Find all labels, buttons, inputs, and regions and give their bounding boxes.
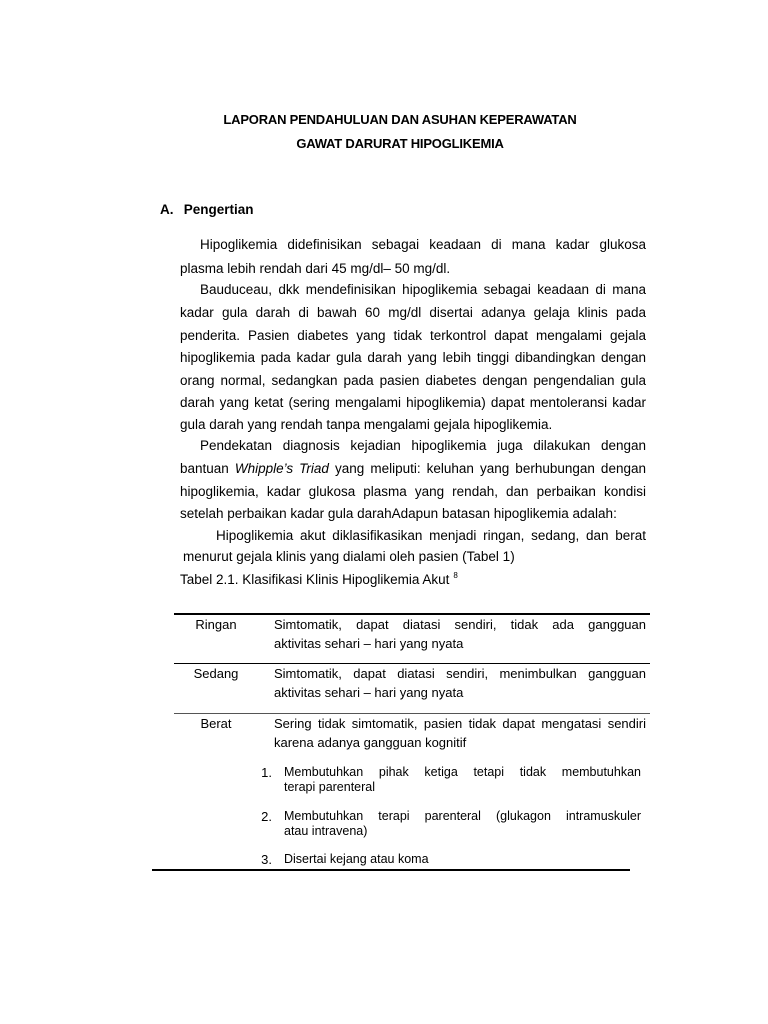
footnote-reference: 8 <box>453 571 458 580</box>
table-desc-line: aktivitas sehari – hari yang nyata <box>274 636 464 651</box>
table-top-rule <box>174 613 650 615</box>
list-item-number: 1. <box>261 765 272 780</box>
table-desc-line: Simtomatik, dapat diatasi sendiri, menimbulkan gangguan <box>274 666 646 681</box>
text-run: bantuan <box>180 461 235 476</box>
section-letter: A. <box>160 202 174 217</box>
paragraph-line: penderita. Pasien diabetes yang tidak terkontrol dapat mengalami gejala <box>180 328 646 343</box>
table-desc-line: Sering tidak simtomatik, pasien tidak dapat mengatasi sendiri <box>274 716 646 731</box>
document-title-line2: GAWAT DARURAT HIPOGLIKEMIA <box>296 136 504 151</box>
table-row-divider <box>174 663 650 664</box>
paragraph-line: hipoglikemia, kadar glukosa plasma yang rendah, dan perbaikan kondisi <box>180 484 646 499</box>
list-item-number: 3. <box>261 852 272 867</box>
paragraph-line-with-emphasis <box>180 461 646 476</box>
paragraph-line: gula darah yang rendah tanpa mengalami gejala hipoglikemia. <box>180 417 553 432</box>
list-item-line: atau intravena) <box>284 824 368 838</box>
list-item-line: terapi parenteral <box>284 780 376 794</box>
paragraph-line: menurut gejala klinis yang dialami oleh pasien (Tabel 1) <box>183 549 515 564</box>
table-caption-text: Tabel 2.1. Klasifikasi Klinis Hipoglikemia Akut <box>180 572 450 587</box>
text-run: yang meliputi: keluhan yang berhubungan dengan <box>328 461 646 476</box>
paragraph-line: Hipoglikemia akut diklasifikasikan menjadi ringan, sedang, dan berat <box>216 528 646 543</box>
table-grade-cell: Berat <box>200 716 232 731</box>
paragraph-line: kadar gula darah di bawah 60 mg/dl disertai adanya gelaja klinis pada <box>180 305 646 320</box>
paragraph-line: Pendekatan diagnosis kejadian hipoglikemia juga dilakukan dengan <box>200 438 646 453</box>
document-title-line1: LAPORAN PENDAHULUAN DAN ASUHAN KEPERAWATAN <box>223 112 577 127</box>
table-grade-cell: Sedang <box>193 666 239 681</box>
table-row-divider <box>174 713 650 714</box>
list-item-line: Disertai kejang atau koma <box>284 852 429 866</box>
section-heading <box>160 202 254 217</box>
paragraph-line: Bauduceau, dkk mendefinisikan hipoglikemia sebagai keadaan di mana <box>200 282 646 297</box>
list-item-line: Membutuhkan pihak ketiga tetapi tidak membutuhkan <box>284 765 641 779</box>
table-desc-line: aktivitas sehari – hari yang nyata <box>274 685 464 700</box>
list-item-line: Membutuhkan terapi parenteral (glukagon intramuskuler <box>284 809 641 823</box>
list-item-number: 2. <box>261 809 272 824</box>
section-title: Pengertian <box>183 202 254 217</box>
whipples-triad-term: Whipple’s Triad <box>234 461 329 476</box>
table-desc-line: karena adanya gangguan kognitif <box>274 735 467 750</box>
paragraph-line: Hipoglikemia didefinisikan sebagai keadaan di mana kadar glukosa <box>200 237 646 252</box>
table-bottom-rule <box>152 869 630 871</box>
table-caption <box>180 571 646 587</box>
table-desc-line: Simtomatik, dapat diatasi sendiri, tidak ada gangguan <box>274 617 646 632</box>
paragraph-line: orang normal, sedangkan pada pasien diabetes dengan pengendalian gula <box>180 373 646 388</box>
paragraph-line: plasma lebih rendah dari 45 mg/dl– 50 mg/dl. <box>180 261 451 276</box>
paragraph-line: setelah perbaikan kadar gula darahAdapun batasan hipoglikemia adalah: <box>180 506 617 521</box>
paragraph-line: darah yang ketat (sering mengalami hipoglikemia) dapat mentoleransi kadar <box>180 395 646 410</box>
paragraph-line: hipoglikemia pada kadar gula darah yang lebih tinggi dibandingkan dengan <box>180 350 646 365</box>
table-grade-cell: Ringan <box>195 617 237 632</box>
